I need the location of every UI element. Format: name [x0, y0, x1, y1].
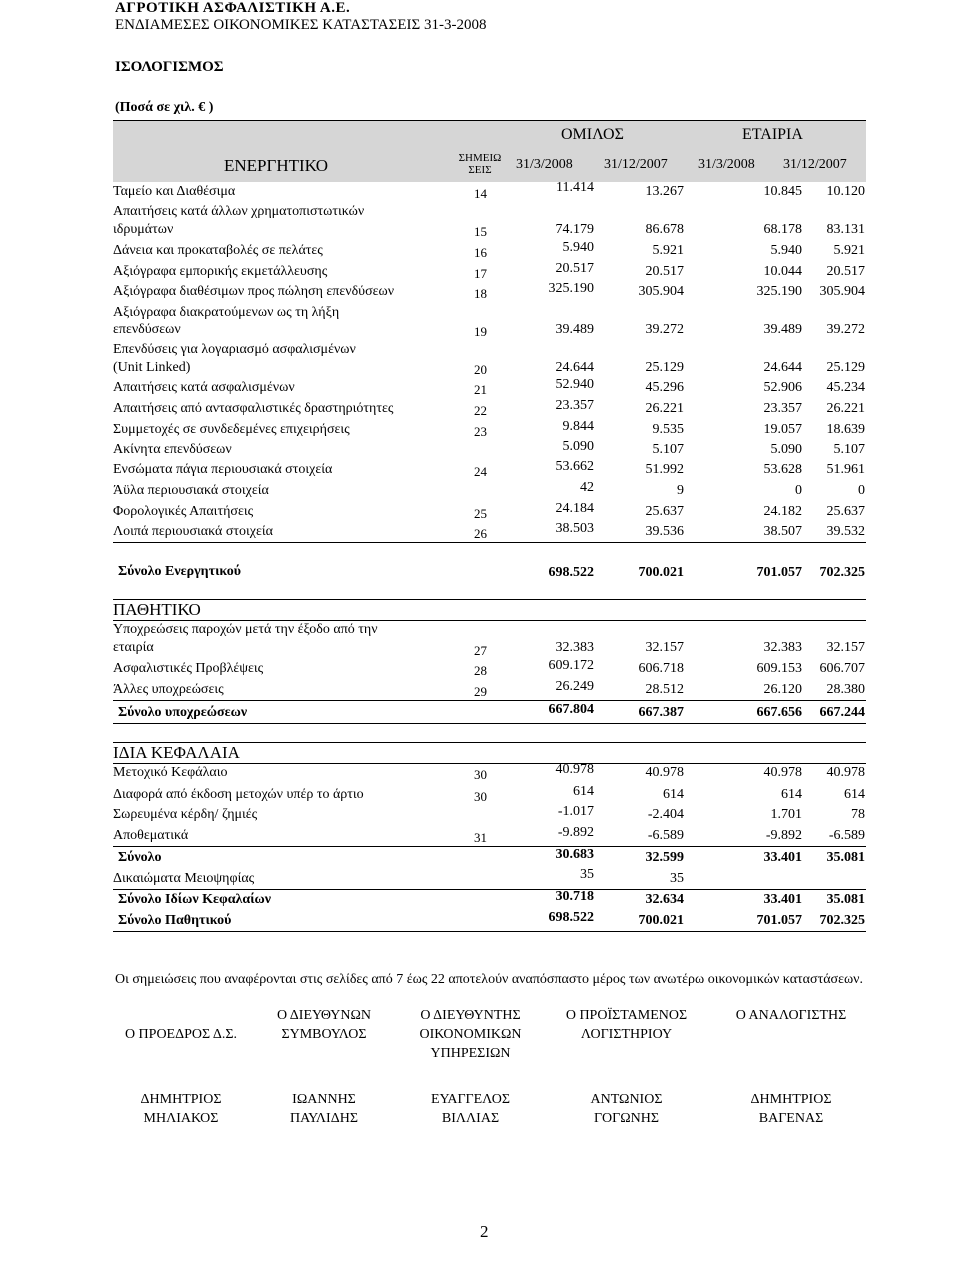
asset-value: 10.845 — [763, 184, 802, 199]
asset-label: Λοιπά περιουσιακά στοιχεία — [113, 524, 274, 539]
equity-subtotal-value: 35.081 — [826, 850, 865, 865]
equity-value: 614 — [781, 787, 802, 802]
asset-value: 39.272 — [826, 322, 865, 337]
signature-name-chairman — [112, 1090, 250, 1128]
asset-value: 305.904 — [638, 284, 684, 299]
equity-label: Σωρευμένα κέρδη/ ζημιές — [113, 807, 258, 822]
total-liab-equity-rule — [113, 931, 866, 932]
asset-value: 39.532 — [826, 524, 865, 539]
asset-note: 16 — [474, 245, 487, 260]
asset-value: 9.844 — [562, 419, 594, 434]
equity-value: 614 — [573, 784, 594, 799]
asset-value: 5.940 — [770, 243, 802, 258]
signature-title-cfo — [398, 1006, 543, 1063]
equity-label: Αποθεματικά — [113, 828, 189, 843]
liability-value: 28.380 — [826, 682, 865, 697]
asset-value: 24.184 — [555, 501, 594, 516]
total-liab-equity-value: 702.325 — [819, 913, 865, 928]
asset-value: 51.992 — [645, 462, 684, 477]
date-col-1: 31/3/2008 — [516, 157, 573, 172]
total-equity-value: 30.718 — [555, 889, 594, 904]
equity-value: 1.701 — [770, 807, 802, 822]
signature-title-chairman — [112, 1006, 250, 1044]
signature-name-actuary — [716, 1090, 866, 1128]
asset-value: 25.637 — [645, 504, 684, 519]
asset-label: Απαιτήσεις κατά ασφαλισμένων — [113, 380, 295, 395]
asset-value: 325.190 — [548, 281, 594, 296]
asset-label: Φορολογικές Απαιτήσεις — [113, 504, 254, 519]
asset-value: 9.535 — [652, 422, 684, 437]
total-liabilities-label: Σύνολο υποχρεώσεων — [118, 705, 248, 720]
total-equity-value: 35.081 — [826, 892, 865, 907]
liability-value: 32.383 — [763, 640, 802, 655]
asset-label: Επενδύσεις για λογαριασμό ασφαλισμένων — [113, 342, 356, 357]
asset-label: Αξιόγραφα εμπορικής εκμετάλλευσης — [113, 264, 328, 279]
total-equity-value: 32.634 — [645, 892, 684, 907]
asset-value: 20.517 — [826, 264, 865, 279]
sig-name-line: ΙΩΑΝΝΗΣ — [292, 1092, 356, 1107]
equity-value: 614 — [663, 787, 684, 802]
sig-name-line: ΔΗΜΗΤΡΙΟΣ — [750, 1092, 832, 1107]
equity-value: 40.978 — [555, 762, 594, 777]
asset-value: 45.296 — [645, 380, 684, 395]
signature-name-chief-accountant — [549, 1090, 704, 1128]
asset-value: 5.090 — [770, 442, 802, 457]
asset-value: 18.639 — [826, 422, 865, 437]
signature-title-chief-accountant — [549, 1006, 704, 1044]
asset-value: 26.221 — [826, 401, 865, 416]
asset-label: Συμμετοχές σε συνδεδεμένες επιχειρήσεις — [113, 422, 350, 437]
asset-note: 18 — [474, 286, 487, 301]
section-title: ΙΣΟΛΟΓΙΣΜΟΣ — [115, 59, 224, 75]
equity-value: 40.978 — [645, 765, 684, 780]
sig-title-line — [112, 1006, 250, 1025]
liability-value: 32.383 — [555, 640, 594, 655]
asset-label: Αξιόγραφα διαθέσιμων προς πώληση επενδύσεων — [113, 284, 395, 299]
liability-note: 27 — [474, 643, 487, 658]
sig-title-line: ΛΟΓΙΣΤΗΡΙΟΥ — [580, 1027, 673, 1042]
signature-name-cfo — [398, 1090, 543, 1128]
equity-value: -6.589 — [647, 828, 684, 843]
asset-value: 74.179 — [555, 222, 594, 237]
date-col-3: 31/3/2008 — [698, 157, 755, 172]
asset-label: Δάνεια και προκαταβολές σε πελάτες — [113, 243, 323, 258]
asset-value: 20.517 — [645, 264, 684, 279]
asset-value: 23.357 — [763, 401, 802, 416]
total-assets-value: 701.057 — [756, 565, 802, 580]
equity-title: ΙΔΙΑ ΚΕΦΑΛΑΙΑ — [113, 743, 240, 762]
asset-label: Ενσώματα πάγια περιουσιακά στοιχεία — [113, 462, 333, 477]
amounts-note: (Ποσά σε χιλ. € ) — [115, 100, 214, 115]
asset-value: 39.489 — [763, 322, 802, 337]
total-assets-value: 698.522 — [548, 565, 594, 580]
total-liabilities-value: 667.656 — [756, 705, 802, 720]
liability-value: 606.718 — [638, 661, 684, 676]
equity-value: 40.978 — [763, 765, 802, 780]
sig-title-line: Ο ΔΙΕΥΘΥΝΤΗΣ — [420, 1008, 521, 1023]
asset-value: 39.272 — [645, 322, 684, 337]
liability-value: 609.153 — [756, 661, 802, 676]
asset-value: 24.182 — [763, 504, 802, 519]
signature-name-ceo — [255, 1090, 393, 1128]
equity-subtotal-value: 30.683 — [555, 847, 594, 862]
asset-value: 38.503 — [555, 521, 594, 536]
liability-value: 32.157 — [645, 640, 684, 655]
header-top-rule — [113, 120, 866, 121]
asset-label: Απαιτήσεις κατά άλλων χρηματοπιστωτικών — [113, 204, 365, 219]
liability-value: 28.512 — [645, 682, 684, 697]
equity-note: 30 — [474, 789, 487, 804]
asset-note: 21 — [474, 382, 487, 397]
asset-note: 26 — [474, 526, 487, 541]
equity-label: Μετοχικό Κεφάλαιο — [113, 765, 228, 780]
asset-value: 86.678 — [645, 222, 684, 237]
total-liabilities-rule — [113, 723, 866, 724]
equity-rule — [113, 846, 866, 847]
document-subtitle: ΕΝΔΙΑΜΕΣΕΣ ΟΙΚΟΝΟΜΙΚΕΣ ΚΑΤΑΣΤΑΣΕΙΣ 31-3-2008 — [115, 17, 487, 33]
asset-value: 25.129 — [826, 360, 865, 375]
sig-name-line: ΕΥΑΓΓΕΛΟΣ — [430, 1092, 511, 1107]
notes-label-line2: ΣΕΙΣ — [468, 164, 492, 176]
asset-value: 53.662 — [555, 459, 594, 474]
liability-value: 609.172 — [548, 658, 594, 673]
asset-value: 10.120 — [826, 184, 865, 199]
asset-label: Απαιτήσεις από αντασφαλιστικές δραστηριότητες — [113, 401, 394, 416]
asset-value: 52.940 — [555, 377, 594, 392]
sig-name-line: ΒΑΓΕΝΑΣ — [758, 1111, 824, 1126]
asset-note: 17 — [474, 266, 487, 281]
company-name: ΑΓΡΟΤΙΚΗ ΑΣΦΑΛΙΣΤΙΚΗ Α.Ε. — [115, 0, 351, 16]
liabilities-rule — [113, 700, 866, 701]
minority-value: 35 — [580, 867, 594, 882]
liabilities-title: ΠΑΘΗΤΙΚΟ — [113, 600, 201, 619]
assets-bottom-rule — [113, 542, 866, 543]
company-column-label: ΕΤΑΙΡΙΑ — [742, 126, 803, 143]
asset-value: 24.644 — [555, 360, 594, 375]
notes-column-label — [453, 152, 507, 176]
asset-value: 83.131 — [826, 222, 865, 237]
sig-name-line: ΒΙΛΛΙΑΣ — [441, 1111, 500, 1126]
asset-value: 5.940 — [562, 240, 594, 255]
asset-label-cont: (Unit Linked) — [113, 360, 191, 375]
asset-note: 22 — [474, 403, 487, 418]
total-liab-equity-label: Σύνολο Παθητικού — [118, 913, 232, 928]
asset-value: 0 — [858, 483, 865, 498]
asset-value: 24.644 — [763, 360, 802, 375]
total-assets-value: 702.325 — [819, 565, 865, 580]
liability-value: 26.249 — [555, 679, 594, 694]
asset-value: 5.921 — [833, 243, 865, 258]
asset-value: 20.517 — [555, 261, 594, 276]
asset-value: 52.906 — [763, 380, 802, 395]
asset-value: 5.107 — [833, 442, 865, 457]
sig-name-line: ΜΗΛΙΑΚΟΣ — [143, 1111, 219, 1126]
equity-subtotal-value: 32.599 — [645, 850, 684, 865]
sig-title-line: Ο ΔΙΕΥΘΥΝΩΝ — [276, 1008, 372, 1023]
equity-value: 614 — [844, 787, 865, 802]
asset-value: 68.178 — [763, 222, 802, 237]
sig-name-line: ΑΝΤΩΝΙΟΣ — [590, 1092, 663, 1107]
footnote: Οι σημειώσεις που αναφέρονται στις σελίδες από 7 έως 22 αποτελούν αναπόσπαστο μέρος των ανωτέρω οικονομικών καταστάσεων. — [115, 972, 863, 987]
sig-title-line: Ο ΑΝΑΛΟΓΙΣΤΗΣ — [735, 1008, 847, 1023]
sig-title-line: ΣΥΜΒΟΥΛΟΣ — [281, 1027, 367, 1042]
asset-value: 25.637 — [826, 504, 865, 519]
asset-note: 23 — [474, 424, 487, 439]
equity-value: -1.017 — [557, 804, 594, 819]
asset-note: 14 — [474, 186, 487, 201]
page-number: 2 — [480, 1222, 489, 1241]
asset-note: 15 — [474, 224, 487, 239]
equity-note: 30 — [474, 767, 487, 782]
equity-note: 31 — [474, 830, 487, 845]
equity-value: 40.978 — [826, 765, 865, 780]
total-equity-value: 33.401 — [763, 892, 802, 907]
asset-value: 26.221 — [645, 401, 684, 416]
asset-label-cont: επενδύσεων — [113, 322, 181, 337]
sig-name-line: ΓΟΓΩΝΗΣ — [593, 1111, 660, 1126]
asset-value: 5.107 — [652, 442, 684, 457]
liabilities-heading-box — [113, 599, 866, 621]
total-liab-equity-value: 700.021 — [638, 913, 684, 928]
asset-value: 10.044 — [763, 264, 802, 279]
liability-label-cont: εταιρία — [113, 640, 154, 655]
asset-value: 325.190 — [756, 284, 802, 299]
asset-note: 25 — [474, 506, 487, 521]
sig-name-line: ΔΗΜΗΤΡΙΟΣ — [140, 1092, 222, 1107]
asset-value: 53.628 — [763, 462, 802, 477]
asset-value: 51.961 — [826, 462, 865, 477]
equity-subtotal-value: 33.401 — [763, 850, 802, 865]
liability-value: 32.157 — [826, 640, 865, 655]
liability-label: Άλλες υποχρεώσεις — [113, 682, 224, 697]
asset-label: Άϋλα περιουσιακά στοιχεία — [113, 483, 269, 498]
asset-value: 5.921 — [652, 243, 684, 258]
asset-value: 25.129 — [645, 360, 684, 375]
total-assets-label: Σύνολο Ενεργητικού — [118, 564, 242, 579]
group-column-label: ΟΜΙΛΟΣ — [561, 126, 624, 143]
minority-label: Δικαιώματα Μειοψηφίας — [113, 871, 255, 886]
asset-value: 13.267 — [645, 184, 684, 199]
asset-label: Ταμείο και Διαθέσιμα — [113, 184, 236, 199]
equity-label: Διαφορά από έκδοση μετοχών υπέρ το άρτιο — [113, 787, 364, 802]
total-liabilities-value: 667.387 — [638, 705, 684, 720]
liability-note: 29 — [474, 684, 487, 699]
asset-value: 9 — [677, 483, 684, 498]
liability-value: 606.707 — [819, 661, 865, 676]
minority-rule — [113, 889, 866, 890]
equity-value: -6.589 — [828, 828, 865, 843]
sig-title-line: ΥΠΗΡΕΣΙΩΝ — [430, 1046, 511, 1061]
liability-value: 26.120 — [763, 682, 802, 697]
asset-value: 39.536 — [645, 524, 684, 539]
asset-note: 24 — [474, 464, 487, 479]
total-liab-equity-value: 701.057 — [756, 913, 802, 928]
liability-note: 28 — [474, 663, 487, 678]
date-col-4: 31/12/2007 — [783, 157, 847, 172]
asset-note: 19 — [474, 324, 487, 339]
asset-value: 0 — [795, 483, 802, 498]
total-liabilities-value: 667.804 — [548, 702, 594, 717]
asset-value: 45.234 — [826, 380, 865, 395]
date-col-2: 31/12/2007 — [604, 157, 668, 172]
asset-value: 5.090 — [562, 439, 594, 454]
sig-title-line: Ο ΠΡΟΕΔΡΟΣ Δ.Σ. — [124, 1027, 238, 1042]
liability-label: Ασφαλιστικές Προβλέψεις — [113, 661, 264, 676]
asset-value: 42 — [580, 480, 594, 495]
sig-title-line: Ο ΠΡΟΪΣΤΑΜΕΝΟΣ — [565, 1008, 688, 1023]
liability-label: Υποχρεώσεις παροχών μετά την έξοδο από την — [113, 622, 378, 637]
sig-title-line: ΟΙΚΟΝΟΜΙΚΩΝ — [419, 1027, 522, 1042]
equity-subtotal-label: Σύνολο — [118, 850, 162, 865]
total-assets-value: 700.021 — [638, 565, 684, 580]
notes-label-line1: ΣΗΜΕΙΩ — [458, 152, 502, 164]
sig-name-line: ΠΑΥΛΙΔΗΣ — [290, 1111, 358, 1126]
assets-title: ΕΝΕΡΓΗΤΙΚΟ — [224, 156, 329, 175]
equity-value: -9.892 — [765, 828, 802, 843]
equity-value: 78 — [851, 807, 865, 822]
equity-value: -9.892 — [557, 825, 594, 840]
asset-value: 19.057 — [763, 422, 802, 437]
equity-value: -2.404 — [647, 807, 684, 822]
total-equity-label: Σύνολο Ιδίων Κεφαλαίων — [118, 892, 272, 907]
signature-title-actuary — [716, 1006, 866, 1025]
total-liab-equity-value: 698.522 — [548, 910, 594, 925]
asset-value: 305.904 — [819, 284, 865, 299]
asset-value: 39.489 — [555, 322, 594, 337]
asset-value: 23.357 — [555, 398, 594, 413]
asset-note: 20 — [474, 362, 487, 377]
asset-value: 38.507 — [763, 524, 802, 539]
asset-label-cont: ιδρυμάτων — [113, 222, 174, 237]
signature-title-ceo — [255, 1006, 393, 1044]
asset-label: Ακίνητα επενδύσεων — [113, 442, 232, 457]
total-liabilities-value: 667.244 — [819, 705, 865, 720]
asset-label: Αξιόγραφα διακρατούμενων ως τη λήξη — [113, 305, 340, 320]
minority-value: 35 — [670, 871, 684, 886]
asset-value: 11.414 — [556, 180, 594, 195]
